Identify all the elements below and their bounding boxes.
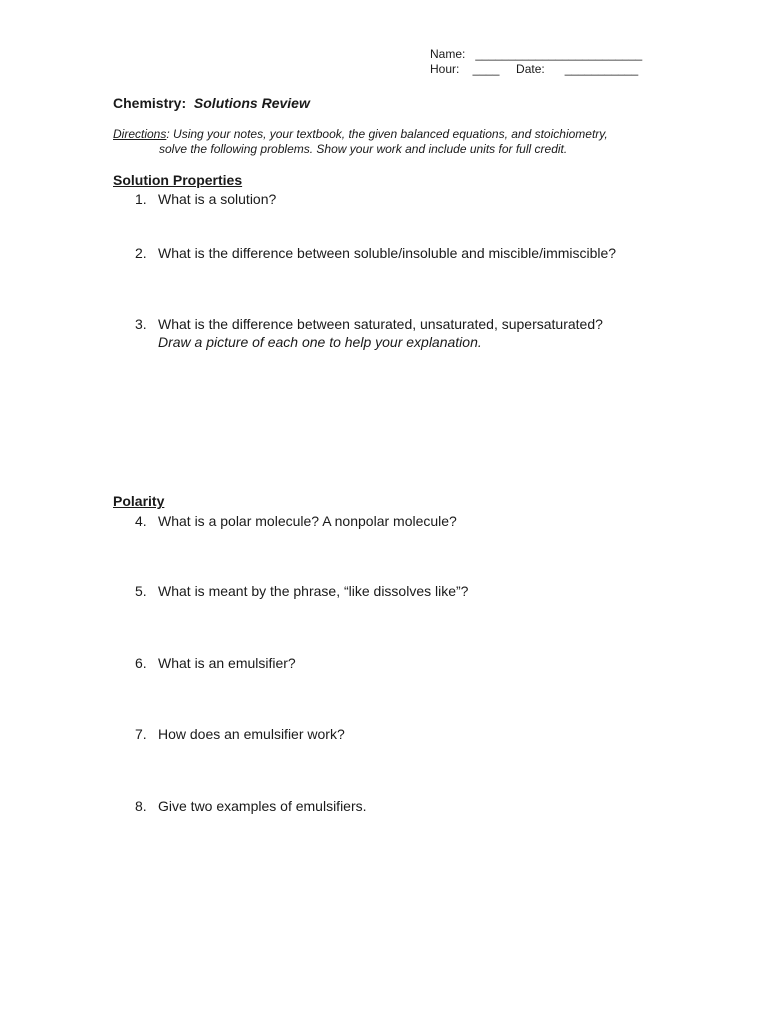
hour-date-field-line: Hour: ____ Date: ___________ — [430, 62, 639, 76]
question-number: 4. — [135, 513, 147, 529]
section-heading-polarity: Polarity — [113, 493, 165, 509]
section-heading-solution-properties: Solution Properties — [113, 172, 243, 188]
question-8 — [135, 797, 367, 815]
question-number: 6. — [135, 655, 147, 671]
name-field-line: Name: _________________________ — [430, 47, 643, 61]
directions — [113, 127, 673, 157]
question-text: What is meant by the phrase, “like dissolves like”? — [158, 583, 469, 599]
question-text: How does an emulsifier work? — [158, 726, 345, 742]
question-1 — [135, 190, 276, 208]
question-text: What is a polar molecule? A nonpolar molecule? — [158, 513, 457, 529]
question-6 — [135, 654, 296, 672]
directions-label: Directions — [113, 127, 167, 141]
question-text: Give two examples of emulsifiers. — [158, 798, 367, 814]
directions-line-2: solve the following problems. Show your work and include units for full credit. — [159, 142, 568, 156]
question-number: 1. — [135, 191, 147, 207]
question-number: 8. — [135, 798, 147, 814]
question-number: 7. — [135, 726, 147, 742]
question-number: 5. — [135, 583, 147, 599]
directions-line-1: : Using your notes, your textbook, the given balanced equations, and stoichiometry, — [166, 127, 608, 141]
question-note: Draw a picture of each one to help your explanation. — [158, 334, 482, 350]
question-4 — [135, 512, 457, 530]
question-5 — [135, 582, 468, 600]
question-text: What is the difference between saturated, unsaturated, supersaturated? — [158, 316, 603, 332]
question-number: 3. — [135, 316, 147, 332]
question-text: What is the difference between soluble/insoluble and miscible/immiscible? — [158, 245, 617, 261]
question-7 — [135, 725, 345, 743]
question-number: 2. — [135, 245, 147, 261]
question-text: What is a solution? — [158, 191, 277, 207]
question-text: What is an emulsifier? — [158, 655, 296, 671]
title-subtitle: Solutions Review — [193, 95, 310, 111]
page-title — [113, 95, 310, 111]
question-2 — [135, 244, 616, 262]
question-3 — [135, 315, 603, 351]
title-main: Chemistry: — [113, 95, 187, 111]
